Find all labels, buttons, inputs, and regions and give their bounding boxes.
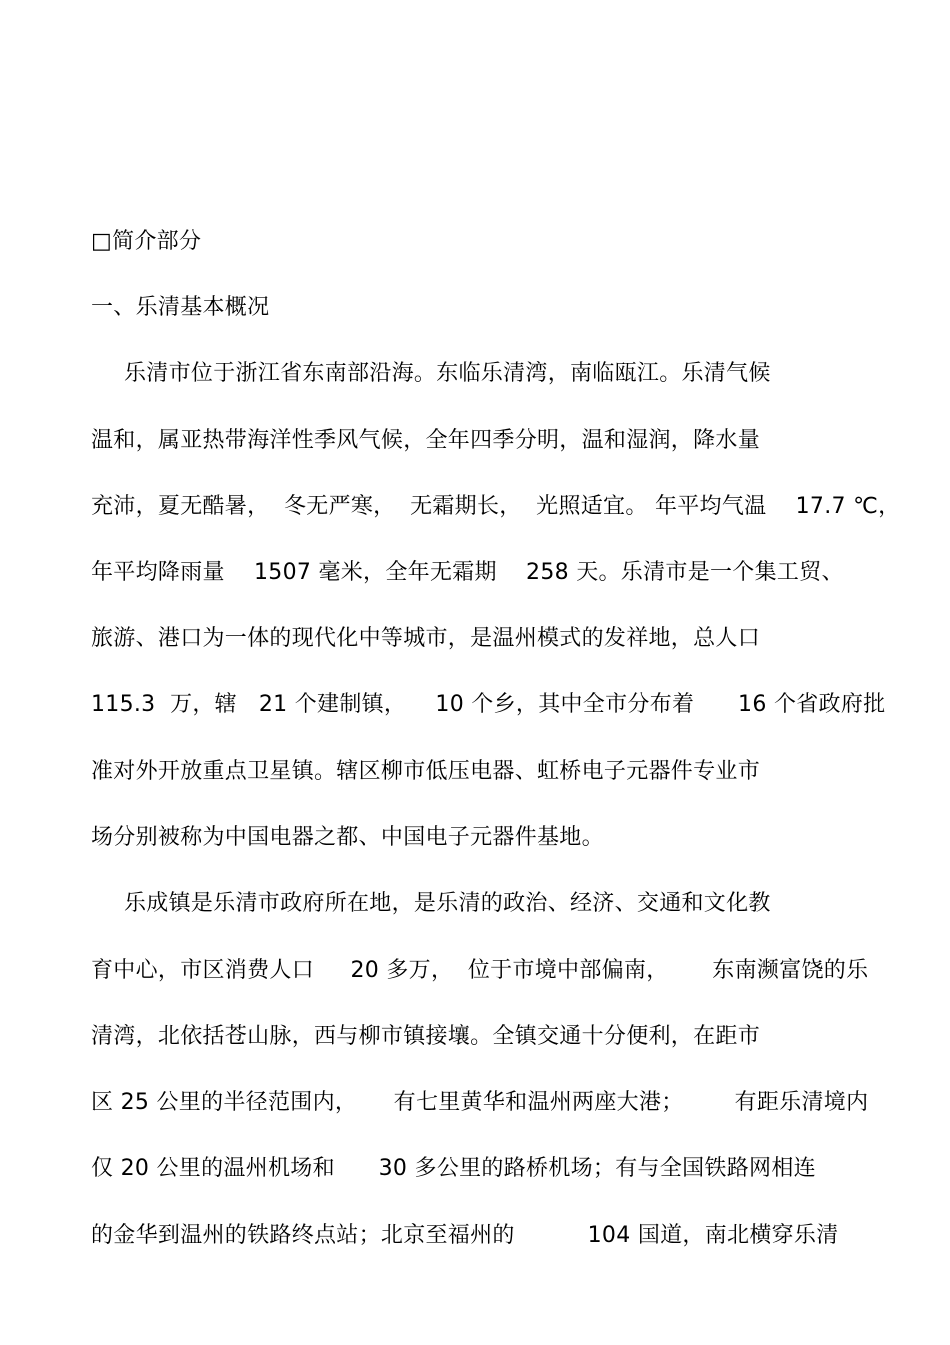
section-title: □简介部分	[91, 229, 202, 254]
paragraph-line: 115.3 万，辖 21 个建制镇， 10 个乡，其中全市分布着 16 个省政府批	[91, 692, 886, 717]
paragraph-line: 充沛，夏无酷暑， 冬无严寒， 无霜期长， 光照适宜。 年平均气温 17.7 ℃，	[91, 494, 901, 519]
paragraph-line: 旅游、港口为一体的现代化中等城市，是温州模式的发祥地，总人口	[91, 626, 761, 651]
paragraph-line: 清湾，北依括苍山脉，西与柳市镇接壤。全镇交通十分便利，在距市	[91, 1024, 761, 1049]
paragraph-line: 的金华到温州的铁路终点站；北京至福州的 104 国道，南北横穿乐清	[91, 1223, 839, 1248]
paragraph-line: 育中心，市区消费人口 20 多万， 位于市境中部偏南， 东南濒富饶的乐	[91, 958, 869, 983]
heading: 一、乐清基本概况	[91, 295, 270, 320]
paragraph-line: 温和，属亚热带海洋性季风气候，全年四季分明，温和湿润，降水量	[91, 428, 761, 453]
paragraph-line: 区 25 公里的半径范围内， 有七里黄华和温州两座大港； 有距乐清境内	[91, 1090, 869, 1115]
paragraph-line: 场分别被称为中国电器之都、中国电子元器件基地。	[91, 825, 604, 850]
paragraph-line: 年平均降雨量 1507 毫米，全年无霜期 258 天。乐清市是一个集工贸、	[91, 560, 844, 585]
paragraph-line: 仅 20 公里的温州机场和 30 多公里的路桥机场；有与全国铁路网相连	[91, 1156, 816, 1181]
paragraph-line: 乐成镇是乐清市政府所在地，是乐清的政治、经济、交通和文化教	[124, 891, 771, 916]
paragraph-line: 准对外开放重点卫星镇。辖区柳市低压电器、虹桥电子元器件专业市	[91, 759, 761, 784]
paragraph-line: 乐清市位于浙江省东南部沿海。东临乐清湾，南临瓯江。乐清气候	[124, 361, 771, 386]
